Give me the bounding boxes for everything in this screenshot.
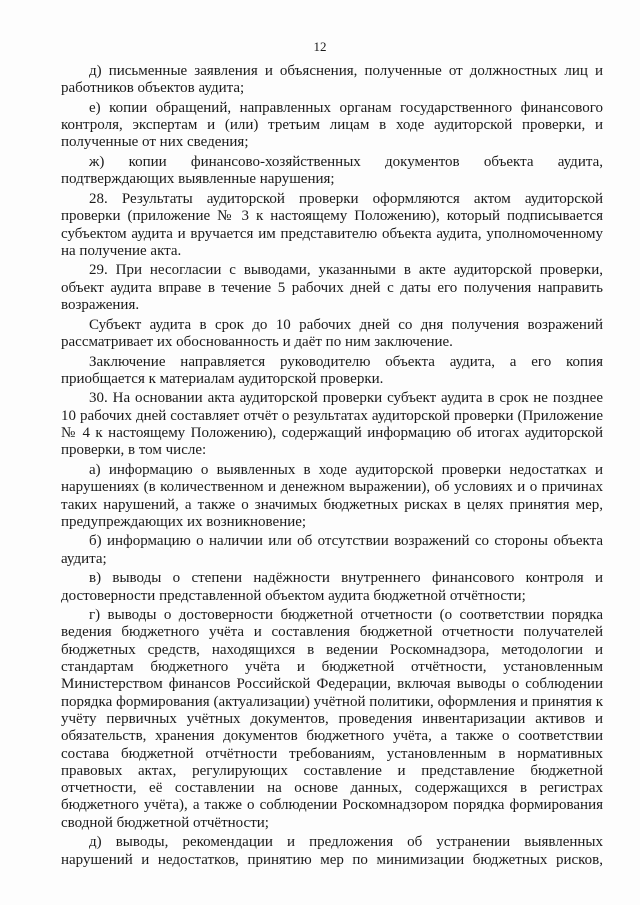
paragraph-d-recommendations: д) выводы, рекомендации и предложения об устранении выявленных нарушений и недостатков, принятию мер по минимизации бюджетных рисков,: [61, 834, 603, 868]
document-body: [61, 63, 603, 871]
paragraph-30-report: 30. На основании акта аудиторской проверки субъект аудита в срок не позднее 10 рабочих дней составляет отчёт о результатах аудиторской проверки (Приложение № 4 к настоящему Положению), содержащий информацию об итогах аудиторской проверки, в том числе:: [61, 390, 603, 459]
paragraph-zh-financial-documents: ж) копии финансово-хозяйственных документов объекта аудита, подтверждающих выявленные нарушения;: [61, 154, 603, 188]
paragraph-objections-review: Субъект аудита в срок до 10 рабочих дней со дня получения возражений рассматривает их обоснованность и даёт по ним заключение.: [61, 316, 603, 350]
paragraph-29-disagreement: 29. При несогласии с выводами, указанными в акте аудиторской проверки, объект аудита вправе в течение 5 рабочих дней с даты его получения направить возражения.: [61, 262, 603, 314]
paragraph-conclusion-sent: Заключение направляется руководителю объекта аудита, а его копия приобщается к материалам аудиторской проверки.: [61, 353, 603, 387]
paragraph-d-written-statements: д) письменные заявления и объяснения, полученные от должностных лиц и работников объектов аудита;: [61, 63, 603, 97]
paragraph-b-objections-info: б) информацию о наличии или об отсутствии возражений со стороны объекта аудита;: [61, 533, 603, 567]
page-number: 12: [313, 39, 327, 54]
paragraph-g-reporting-reliability: г) выводы о достоверности бюджетной отчетности (о соответствии порядка ведения бюджетного учёта и составления бюджетной отчетности получателей бюджетных средств, находящихся в ведении Роскомнадзора, методологии и стандартам бюджетного учёта и бюджетной отчётности, установленным Министерством финансов Российской Федерации, включая выводы о соблюдении порядка формирования (актуализации) учётной политики, оформления и принятия к учёту первичных учётных документов, проведения инвентаризации активов и обязательств, хранения документов бюджетного учёта, а также о соответствии состава бюджетной отчётности требованиям, установленным в нормативных правовых актах, регулирующих составление и представление бюджетной отчетности, её составлении на основе данных, содержащихся в регистрах бюджетного учёта), а также о соблюдении Роскомнадзором порядка формирования сводной бюджетной отчётности;: [61, 607, 603, 831]
paragraph-28-audit-results: 28. Результаты аудиторской проверки оформляются актом аудиторской проверки (приложение № 3 к настоящему Положению), который подписывается субъектом аудита и вручается им представителю объекта аудита, уполномоченному на получение акта.: [61, 190, 603, 259]
paragraph-a-identified-shortcomings: а) информацию о выявленных в ходе аудиторской проверки недостатках и нарушениях (в количественном и денежном выражении), об условиях и о причинах таких нарушений, а также о значимых бюджетных рисках в целях принятия мер, предупреждающих их возникновение;: [61, 461, 603, 530]
paragraph-e-copies-of-requests: е) копии обращений, направленных органам государственного финансового контроля, экспертам и (или) третьим лицам в ходе аудиторской проверки, и полученные от них сведения;: [61, 99, 603, 151]
paragraph-v-control-reliability: в) выводы о степени надёжности внутреннего финансового контроля и достоверности представленной объектом аудита бюджетной отчётности;: [61, 570, 603, 604]
